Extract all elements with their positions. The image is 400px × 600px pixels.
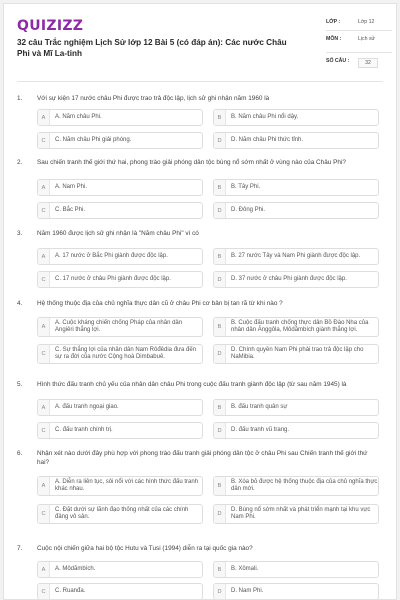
meta-class-value: Lớp 12 (358, 19, 375, 25)
question-text: Hệ thống thuộc địa của chủ nghĩa thực dân cũ ở châu Phi cơ bản bị tan rã từ khi nào ? (37, 300, 283, 307)
option-letter: C (38, 584, 50, 599)
meta-class-row (326, 17, 392, 31)
option-letter: D (214, 345, 226, 363)
option-text: D. Đông Phi. (231, 206, 266, 213)
question-number: 7. (17, 545, 23, 552)
option-b[interactable] (213, 399, 379, 416)
worksheet-meta (326, 17, 392, 71)
option-d[interactable] (213, 422, 379, 439)
question-number: 4. (17, 300, 23, 307)
option-letter: A (38, 477, 50, 495)
question-number: 2. (17, 159, 23, 166)
option-c[interactable] (37, 132, 203, 149)
option-text: D. Bùng nổ sớm nhất và phát triển mạnh tại khu vực Nam Phi. (231, 506, 371, 520)
option-letter: C (38, 133, 50, 148)
option-letter: C (38, 272, 50, 287)
option-letter: D (214, 133, 226, 148)
option-letter: C (38, 345, 50, 363)
option-a[interactable] (37, 179, 203, 196)
option-text: C. Năm châu Phi giải phóng. (55, 136, 132, 143)
worksheet-header (4, 4, 396, 82)
option-a[interactable] (37, 476, 203, 496)
option-letter: A (38, 180, 50, 195)
option-text: B. Xóa bỏ được hệ thống thuộc địa của chủ nghĩa thực dân mới. (231, 478, 378, 492)
option-letter: A (38, 249, 50, 264)
meta-count-value-wrap (352, 56, 392, 71)
meta-subject-value: Lịch sử (358, 36, 376, 42)
option-letter: A (38, 400, 50, 415)
question-number: 1. (17, 95, 23, 102)
option-letter: D (214, 203, 226, 218)
question-text: Sau chiến tranh thế giới thứ hai, phong trào giải phóng dân tộc bùng nổ sớm nhất ở vùng nào của Châu Phi? (37, 159, 346, 166)
question-text: Năm 1960 được lịch sử ghi nhận là "Năm châu Phi" vì có (37, 230, 199, 237)
meta-subject-label: MÔN : (326, 36, 342, 42)
option-letter: C (38, 423, 50, 438)
option-text: D. đấu tranh vũ trang. (231, 426, 290, 433)
option-letter: A (38, 562, 50, 577)
option-b[interactable] (213, 317, 379, 337)
question-text: Hình thức đấu tranh chủ yếu của nhân dân châu Phi trong cuộc đấu tranh giành độc lập (từ sau năm 1945) là (37, 381, 347, 388)
meta-count-label: SỐ CÂU : (326, 58, 350, 64)
option-text: B. Tây Phi. (231, 183, 261, 190)
option-b[interactable] (213, 179, 379, 196)
option-b[interactable] (213, 248, 379, 265)
option-text: D. Chính quyền Nam Phi phải trao trả độc lập cho NaMibia. (231, 346, 364, 360)
option-text: B. 27 nước Tây và Nam Phi giành được độc lập. (231, 252, 361, 259)
quizizz-logo: QUIZIZZ (17, 18, 84, 34)
option-text: A. đấu tranh ngoại giao. (55, 403, 119, 410)
question-text: Cuộc nội chiến giữa hai bộ tộc Hutu và Tusi (1994) diễn ra tại quốc gia nào? (37, 545, 253, 552)
option-text: C. đấu tranh chính trị. (55, 426, 113, 433)
option-letter: B (214, 249, 226, 264)
option-text: A. Nam Phi. (55, 183, 88, 190)
option-d[interactable] (213, 202, 379, 219)
option-c[interactable] (37, 504, 203, 524)
option-letter: B (214, 180, 226, 195)
question-text: Với sự kiện 17 nước châu Phi được trao trả độc lập, lịch sử ghi nhận năm 1960 là (37, 95, 270, 102)
option-a[interactable] (37, 317, 203, 337)
option-c[interactable] (37, 271, 203, 288)
question-number: 5. (17, 381, 23, 388)
question-text: Nhận xét nào dưới đây phù hợp với phong trào đấu tranh giải phóng dân tộc ở châu Phi sau Chiến tranh thế giới thứ hai? (37, 450, 368, 466)
option-d[interactable] (213, 271, 379, 288)
option-b[interactable] (213, 561, 379, 578)
option-letter: D (214, 505, 226, 523)
option-letter: B (214, 477, 226, 495)
option-d[interactable] (213, 132, 379, 149)
option-d[interactable] (213, 583, 379, 600)
option-b[interactable] (213, 476, 379, 496)
option-a[interactable] (37, 109, 203, 126)
option-letter: A (38, 318, 50, 336)
meta-class-label: LỚP : (326, 19, 341, 25)
option-a[interactable] (37, 399, 203, 416)
option-text: C. 17 nước ở châu Phi giành được độc lập. (55, 275, 171, 282)
meta-count-value: 32 (358, 58, 378, 68)
option-letter: B (214, 318, 226, 336)
option-text: A. Diễn ra liên tục, sôi nổi với các hình thức đấu tranh khác nhau. (55, 478, 199, 492)
option-d[interactable] (213, 344, 379, 364)
option-text: C. Bắc Phi. (55, 206, 86, 213)
question-number: 6. (17, 450, 23, 457)
question-number: 3. (17, 230, 23, 237)
option-letter: B (214, 400, 226, 415)
option-text: B. Cuộc đấu tranh chống thực dân Bồ Đào Nha của nhân dân Ănggôla, Môdămbích giành thắng lợi. (231, 319, 369, 333)
worksheet-page (3, 3, 397, 600)
page-title: 32 câu Trắc nghiệm Lịch Sử lớp 12 Bài 5 (có đáp án): Các nước Châu Phi và Mĩ La-tinh (17, 38, 287, 58)
option-a[interactable] (37, 248, 203, 265)
option-text: B. Năm châu Phi nổi dậy. (231, 113, 299, 120)
option-d[interactable] (213, 504, 379, 524)
option-letter: D (214, 272, 226, 287)
option-text: C. Đặt dưới sự lãnh đạo thống nhất của các chính đảng vô sản. (55, 506, 189, 520)
header-divider (17, 81, 383, 82)
option-text: C. Ruanđa. (55, 587, 86, 594)
option-text: A. Môdămbích. (55, 565, 96, 572)
option-letter: C (38, 505, 50, 523)
option-text: A. 17 nước ở Bắc Phi giành được độc lập. (55, 252, 168, 259)
option-letter: D (214, 423, 226, 438)
option-text: D. Năm châu Phi thức tỉnh. (231, 136, 304, 143)
meta-count-row (326, 53, 392, 71)
option-a[interactable] (37, 561, 203, 578)
option-text: B. Xômali. (231, 565, 259, 572)
option-letter: D (214, 584, 226, 599)
option-text: A. Cuộc kháng chiến chống Pháp của nhân dân Angiêri thắng lợi. (55, 319, 183, 333)
option-text: A. Năm châu Phi. (55, 113, 102, 120)
option-letter: B (214, 562, 226, 577)
option-text: C. Sự thắng lợi của nhân dân Nam Rôđêdia đưa đến sự ra đời của nước Cộng hoà Dimbabuê. (55, 346, 197, 360)
option-c[interactable] (37, 583, 203, 600)
meta-subject-row (326, 31, 392, 53)
option-text: D. 37 nước ở châu Phi giành được độc lập. (231, 275, 347, 282)
option-b[interactable] (213, 109, 379, 126)
option-letter: C (38, 203, 50, 218)
option-letter: A (38, 110, 50, 125)
option-letter: B (214, 110, 226, 125)
option-text: D. Nam Phi. (231, 587, 264, 594)
option-c[interactable] (37, 344, 203, 364)
option-c[interactable] (37, 202, 203, 219)
option-c[interactable] (37, 422, 203, 439)
option-text: B. đấu tranh quân sự (231, 403, 288, 410)
